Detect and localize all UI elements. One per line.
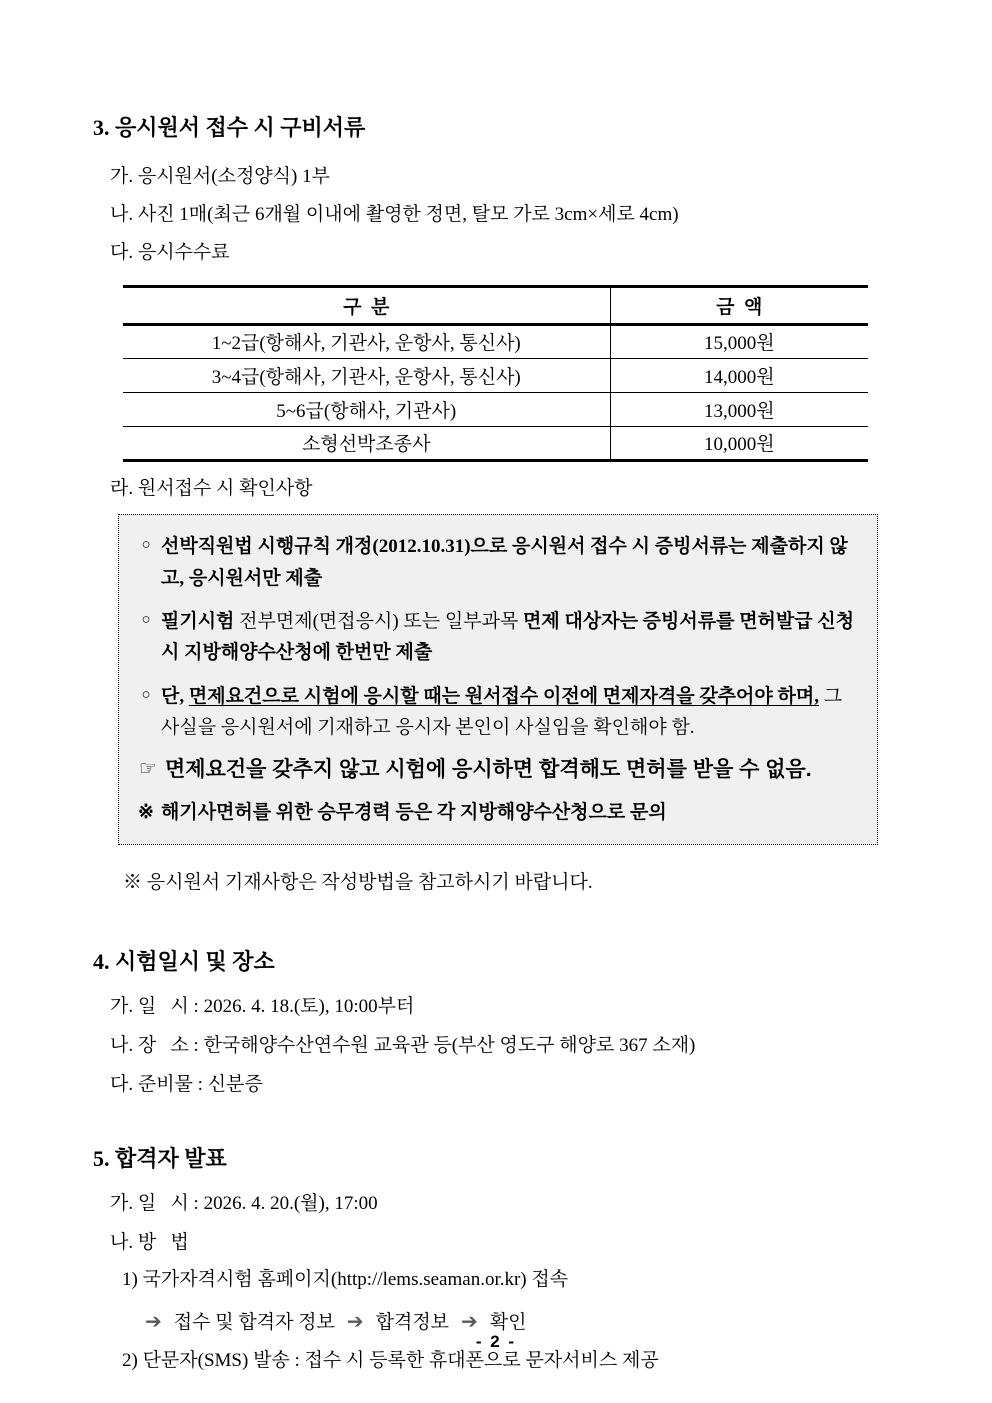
section5-item-ga: 가. 일 시 : 2026. 4. 20.(월), 17:00 [110, 1192, 378, 1214]
notice-bullet-1 [131, 531, 861, 594]
section3-item-ra: 라. 원서접수 시 확인사항 [110, 477, 313, 499]
fee-table-row [123, 358, 868, 392]
notice-bullet-3-seg2: 면제요건으로 시험에 응시할 때는 원서접수 이전에 면제자격을 갖추어야 하며, [188, 685, 819, 707]
circle-bullet-icon: ○ [141, 612, 151, 629]
section5-item-1: 1) 국가자격시험 홈페이지(http://lems.seaman.or.kr) 접속 [122, 1268, 569, 1290]
notice-bullet-3-text [161, 681, 861, 744]
right-arrow-icon: ➔ [346, 1308, 364, 1333]
flow-step-3: 확인 [489, 1312, 527, 1334]
fee-category: 소형선박조종사 [123, 426, 610, 460]
notice-warning [131, 755, 861, 784]
notice-bullet-2-text [161, 606, 861, 669]
fee-table-row [123, 426, 868, 460]
pointing-hand-icon: ☞ [139, 758, 157, 781]
section3-item-ga: 가. 응시원서(소정양식) 1부 [110, 166, 330, 188]
notice-bullet-2 [131, 606, 861, 669]
section3-item-da: 다. 응시수수료 [110, 241, 230, 263]
section4-item-ga: 가. 일 시 : 2026. 4. 18.(토), 10:00부터 [110, 996, 415, 1018]
fee-category: 3~4급(항해사, 기관사, 운항사, 통신사) [123, 358, 610, 392]
fee-amount: 15,000원 [610, 324, 868, 358]
fee-category: 5~6급(항해사, 기관사) [123, 392, 610, 426]
notice-warning-text: 면제요건을 갖추지 않고 시험에 응시하면 합격해도 면허를 받을 수 없음. [165, 758, 812, 782]
notice-bullet-3 [131, 681, 861, 744]
section3-note: ※ 응시원서 기재사항은 작성방법을 참고하시기 바랍니다. [123, 872, 593, 894]
circle-bullet-icon: ○ [141, 537, 151, 554]
result-check-flow [93, 1307, 932, 1334]
section5-title: 5. 합격자 발표 [93, 1145, 227, 1171]
notice-reference-text: 해기사면허를 위한 승무경력 등은 각 지방해양수산청으로 문의 [161, 801, 667, 823]
circle-bullet-icon: ○ [141, 686, 151, 703]
right-arrow-icon: ➔ [461, 1308, 478, 1333]
section4-item-da: 다. 준비물 : 신분증 [110, 1073, 263, 1095]
fee-category: 1~2급(항해사, 기관사, 운항사, 통신사) [211, 333, 521, 355]
notice-bullet-3-seg3: 그 사실을 응시원서에 기재하고 응시자 본인이 사실임을 확인해야 함. [161, 685, 847, 739]
fee-amount: 13,000원 [610, 392, 868, 426]
page-number: - 2 - [475, 1332, 517, 1351]
section5-item-2: 2) 단문자(SMS) 발송 : 접수 시 등록한 휴대폰으로 문자서비스 제공 [122, 1350, 659, 1372]
section4-title: 4. 시험일시 및 장소 [93, 949, 275, 975]
section5-item-na: 나. 방 법 [110, 1231, 189, 1253]
fee-table-header-amount: 금 액 [610, 286, 868, 324]
reference-mark-icon: ※ [138, 801, 154, 823]
notice-bullet-2-seg1: 필기시험 [161, 611, 235, 633]
fee-table-row [123, 324, 868, 358]
section3-title: 3. 응시원서 접수 시 구비서류 [93, 115, 366, 140]
notice-bullet-2-seg3: 면제 대상자는 증빙서류를 면허발급 신청 시 지방해양수산청에 한번만 제출 [161, 611, 859, 664]
flow-step-2: 합격정보 [375, 1312, 450, 1334]
notice-reference [131, 797, 861, 828]
section3-item-na: 나. 사진 1매(최근 6개월 이내에 촬영한 정면, 탈모 가로 3cm×세로 4cm) [110, 203, 679, 225]
right-arrow-icon: ➔ [145, 1308, 162, 1333]
fee-amount: 14,000원 [610, 358, 868, 392]
fee-table-header-row [123, 286, 868, 324]
flow-step-1: 접수 및 합격자 정보 [173, 1312, 335, 1334]
fee-table-header-category: 구 분 [123, 286, 610, 324]
section4-item-na: 나. 장 소 : 한국해양수산연수원 교육관 등(부산 영도구 해양로 367 소재) [110, 1035, 696, 1057]
notice-bullet-2-seg2: 전부면제(면접응시) 또는 일부과목 [234, 611, 524, 633]
notice-bullet-1-text: 선박직원법 시행규칙 개정(2012.10.31)으로 응시원서 접수 시 증빙서류는 제출하지 않고, 응시원서만 제출 [161, 536, 848, 589]
fee-table [123, 285, 868, 462]
fee-table-row [123, 392, 868, 426]
fee-amount: 10,000원 [610, 426, 868, 460]
notice-box [118, 514, 878, 845]
notice-bullet-3-seg1: 단, [161, 685, 189, 707]
